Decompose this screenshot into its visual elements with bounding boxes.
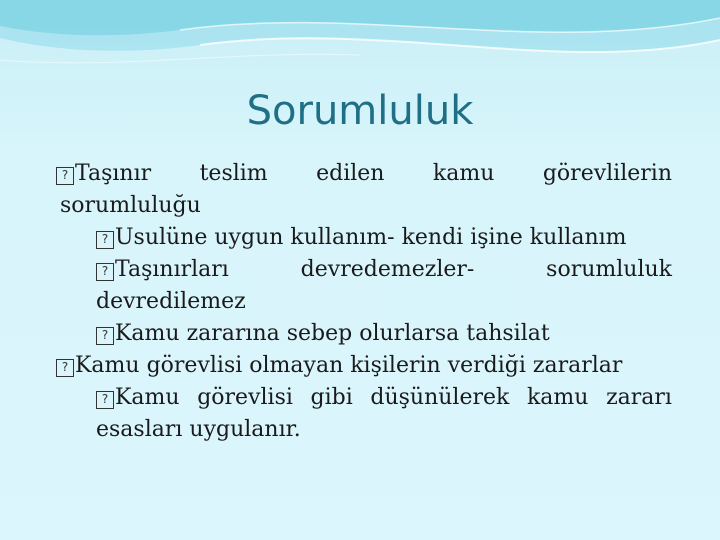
list-item xyxy=(60,222,672,254)
list-item-word: Kamu xyxy=(115,385,180,410)
list-item-word: devredemezler- xyxy=(300,257,475,282)
list-item-word: Taşınırları xyxy=(115,257,229,282)
list-item-word: görevlilerin xyxy=(542,161,672,186)
decorative-wave-header xyxy=(0,0,720,90)
list-item-text: Usulüne uygun kullanım- kendi işine kullanım xyxy=(115,225,627,250)
list-item-word: görevlisi xyxy=(197,385,293,410)
list-item-word: kamu xyxy=(526,385,589,410)
list-item xyxy=(60,382,672,446)
bullet-icon: ? xyxy=(56,359,74,377)
list-item xyxy=(56,350,672,382)
list-item-word: teslim xyxy=(199,161,268,186)
bullet-icon: ? xyxy=(96,231,114,249)
bullet-icon: ? xyxy=(96,263,114,281)
list-item xyxy=(60,158,672,222)
list-item-word: düşünülerek xyxy=(370,385,510,410)
list-item-word: sorumluluk xyxy=(546,257,672,282)
list-item-word: zararı xyxy=(606,385,672,410)
list-item xyxy=(60,254,672,318)
bullet-icon: ? xyxy=(56,167,74,185)
bullet-icon: ? xyxy=(96,327,114,345)
bullet-icon: ? xyxy=(96,391,114,409)
list-item-word: edilen xyxy=(316,161,385,186)
list-item-word: gibi xyxy=(310,385,353,410)
slide-title: Sorumluluk xyxy=(246,88,474,134)
bullet-list xyxy=(60,158,672,446)
list-item-text: Kamu görevlisi olmayan kişilerin verdiği zararlar xyxy=(75,353,623,378)
list-item-word: kamu xyxy=(432,161,495,186)
list-item-continuation: devredilemez xyxy=(96,289,246,314)
list-item-text: Kamu zararına sebep olurlarsa tahsilat xyxy=(115,321,550,346)
list-item xyxy=(60,318,672,350)
list-item-continuation: esasları uygulanır. xyxy=(96,417,301,442)
list-item-word: Taşınır xyxy=(75,161,152,186)
list-item-continuation: sorumluluğu xyxy=(60,193,201,218)
